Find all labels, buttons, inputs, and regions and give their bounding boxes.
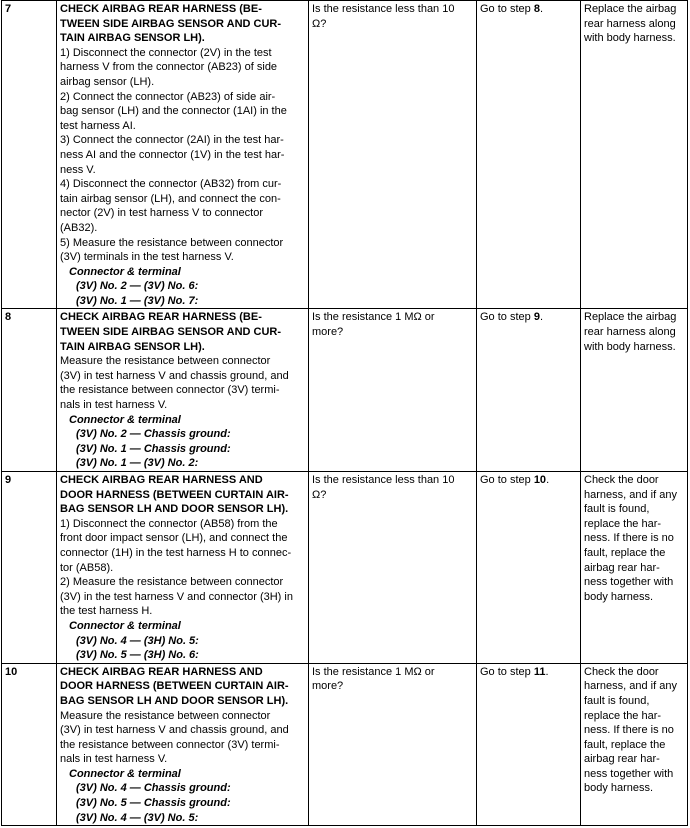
step-number: 10 bbox=[2, 663, 57, 826]
terminal-pair: (3V) No. 4 — (3V) No. 5: bbox=[76, 811, 199, 824]
next-step-number: 8 bbox=[533, 3, 540, 15]
terminal-pair: (3V) No. 1 — (3V) No. 7: bbox=[76, 294, 199, 307]
step-number: 7 bbox=[2, 1, 57, 309]
terminal-pair: (3V) No. 2 — (3V) No. 6: bbox=[76, 280, 199, 293]
yes-cell: Go to step 10. bbox=[477, 472, 581, 664]
no-cell: Check the door harness, and if any fault is found, replace the har- ness. If there is no fault, replace the airbag rear har- ness together with body harness. bbox=[581, 663, 688, 826]
no-cell: Replace the airbag rear harness along with body harness. bbox=[581, 1, 688, 309]
step-title: CHECK AIRBAG REAR HARNESS AND DOOR HARNESS (BETWEEN CURTAIN AIR- BAG SENSOR LH AND DOOR SENSOR LH). bbox=[60, 474, 289, 516]
step-row bbox=[2, 309, 688, 472]
connector-terminal-label: Connector & terminal bbox=[69, 619, 181, 632]
yes-cell: Go to step 8. bbox=[477, 1, 581, 309]
terminal-pair: (3V) No. 1 — Chassis ground: bbox=[76, 442, 231, 455]
diagnostic-table-body bbox=[2, 1, 688, 826]
step-row bbox=[2, 472, 688, 664]
yes-cell: Go to step 11. bbox=[477, 663, 581, 826]
procedure-text: 1) Disconnect the connector (AB58) from the front door impact sensor (LH), and connect the connector (1H) in the test harness H to connec- tor (AB58). 2) Measure the resistance between connector (3V) in the test harness V and connector (3H) in the test harness H. bbox=[60, 517, 293, 618]
procedure-cell bbox=[57, 472, 309, 664]
terminal-pair: (3V) No. 4 — Chassis ground: bbox=[76, 782, 231, 795]
procedure-cell bbox=[57, 1, 309, 309]
connector-terminal-label: Connector & terminal bbox=[69, 767, 181, 780]
no-cell: Check the door harness, and if any fault is found, replace the har- ness. If there is no fault, replace the airbag rear har- ness together with body harness. bbox=[581, 472, 688, 664]
procedure-text: 1) Disconnect the connector (2V) in the test harness V from the connector (AB23) of side airbag sensor (LH). 2) Connect the connector (AB23) of side air- bag sensor (LH) and the connector (1AI) in the test harness AI. 3) Connect the connector (2AI) in the test har- ness AI and the connector (1V) in the test har- ness V. 4) Disconnect the connector (AB32) from cur- tain airbag sensor (LH), and connect the con- nector (2V) in test harness V to connector (AB32). 5) Measure the resistance between connector (3V) terminals in the test harness V. bbox=[60, 46, 287, 264]
step-title: CHECK AIRBAG REAR HARNESS (BE- TWEEN SIDE AIRBAG SENSOR AND CUR- TAIN AIRBAG SENSOR LH). bbox=[60, 311, 282, 353]
connector-terminal-label: Connector & terminal bbox=[69, 265, 181, 278]
check-cell: Is the resistance less than 10 Ω? bbox=[309, 472, 477, 664]
no-cell: Replace the airbag rear harness along with body harness. bbox=[581, 309, 688, 472]
step-title: CHECK AIRBAG REAR HARNESS AND DOOR HARNESS (BETWEEN CURTAIN AIR- BAG SENSOR LH AND DOOR SENSOR LH). bbox=[60, 665, 289, 707]
terminal-pair: (3V) No. 5 — Chassis ground: bbox=[76, 797, 231, 810]
check-cell: Is the resistance 1 MΩ or more? bbox=[309, 663, 477, 826]
step-row bbox=[2, 1, 688, 309]
connector-terminal-label: Connector & terminal bbox=[69, 413, 181, 426]
step-title: CHECK AIRBAG REAR HARNESS (BE- TWEEN SIDE AIRBAG SENSOR AND CUR- TAIN AIRBAG SENSOR LH). bbox=[60, 3, 282, 45]
procedure-cell bbox=[57, 309, 309, 472]
step-row bbox=[2, 663, 688, 826]
step-number: 8 bbox=[2, 309, 57, 472]
terminal-pair: (3V) No. 2 — Chassis ground: bbox=[76, 428, 231, 441]
check-cell: Is the resistance 1 MΩ or more? bbox=[309, 309, 477, 472]
next-step-number: 9 bbox=[533, 311, 540, 324]
terminal-pair: (3V) No. 1 — (3V) No. 2: bbox=[76, 457, 199, 470]
yes-cell: Go to step 9. bbox=[477, 309, 581, 472]
next-step-number: 10 bbox=[533, 474, 547, 486]
step-number: 9 bbox=[2, 472, 57, 664]
procedure-cell bbox=[57, 663, 309, 826]
procedure-text: Measure the resistance between connector (3V) in test harness V and chassis ground, and the resistance between connector (3V) termi- nals in test harness V. bbox=[60, 709, 289, 766]
terminal-pair: (3V) No. 5 — (3H) No. 6: bbox=[76, 649, 199, 662]
check-cell: Is the resistance less than 10 Ω? bbox=[309, 1, 477, 309]
terminal-pair: (3V) No. 4 — (3H) No. 5: bbox=[76, 634, 199, 647]
next-step-number: 11 bbox=[533, 665, 546, 678]
procedure-text: Measure the resistance between connector (3V) in test harness V and chassis ground, and the resistance between connector (3V) termi- nals in test harness V. bbox=[60, 355, 289, 412]
diagnostic-table bbox=[1, 0, 688, 826]
